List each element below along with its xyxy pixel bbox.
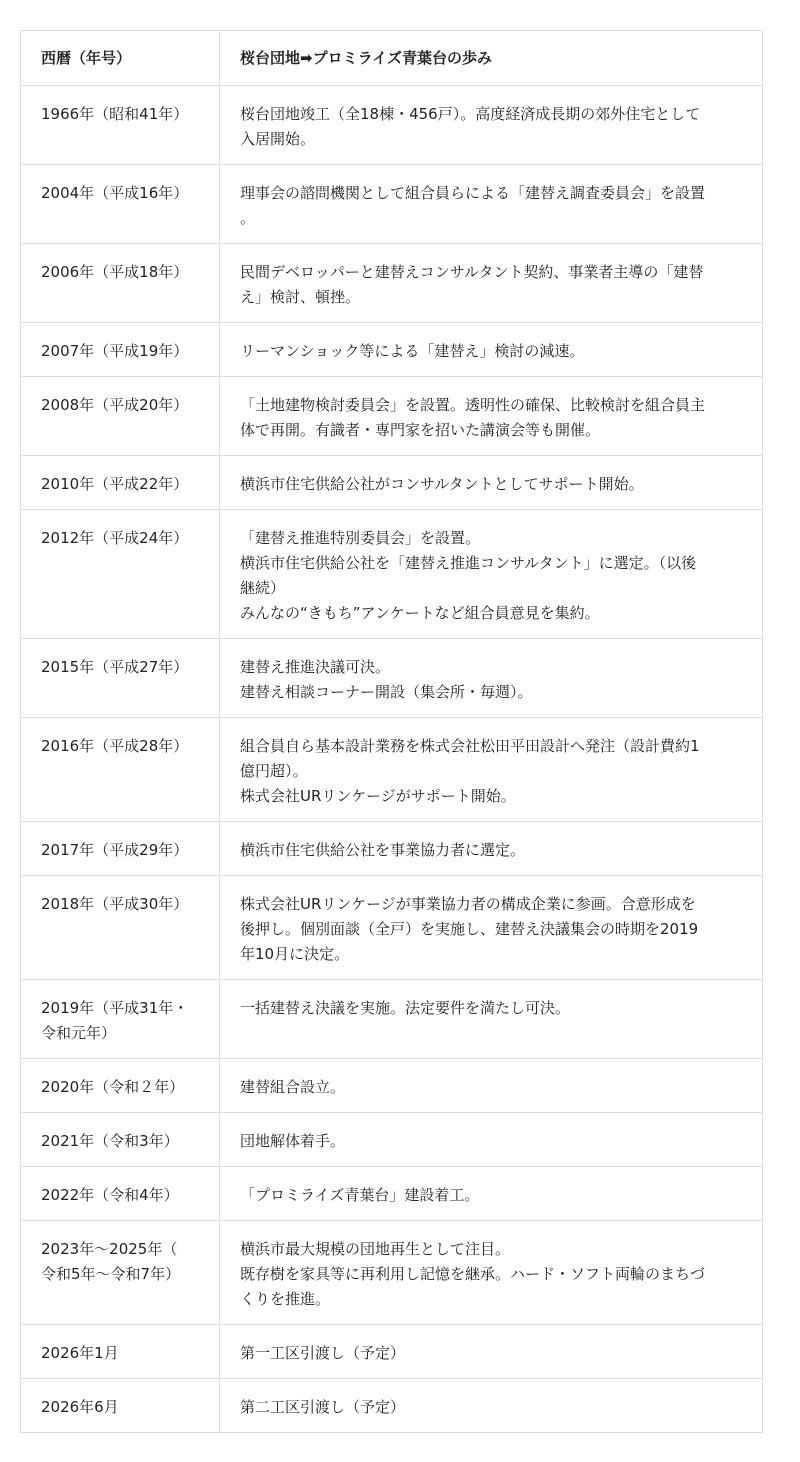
event-text: くりを推進。 xyxy=(240,1290,331,1308)
event-text: 横浜市住宅供給公社を「建替え推進コンサルタント」に選定。（以後 xyxy=(240,554,697,572)
history-table-container xyxy=(20,30,762,1433)
event-cell xyxy=(220,1221,763,1325)
year-text: 2004年（平成16年） xyxy=(41,184,189,202)
event-text: みんなの“きもち”アンケートなど組合員意見を集約。 xyxy=(240,604,600,622)
table-row xyxy=(21,1167,763,1221)
event-cell xyxy=(220,244,763,323)
event-text: 建替え相談コーナー開設（集会所・毎週）。 xyxy=(240,683,533,701)
event-text: 既存樹を家具等に再利用し記憶を継承。ハード・ソフト両輪のまちづ xyxy=(240,1265,705,1283)
event-text: 後押し。個別面談（全戸）を実施し、建替え決議集会の時期を2019 xyxy=(240,920,699,938)
year-text: 令和5年～令和7年） xyxy=(41,1265,181,1283)
table-row xyxy=(21,377,763,456)
event-text: 桜台団地竣工（全18棟・456戸）。高度経済成長期の郊外住宅として xyxy=(240,105,701,123)
event-text: 横浜市住宅供給公社がコンサルタントとしてサポート開始。 xyxy=(240,475,644,493)
year-text: 令和元年） xyxy=(41,1024,117,1042)
event-text: 建替組合設立。 xyxy=(240,1078,346,1096)
year-text: 2026年1月 xyxy=(41,1344,119,1362)
year-cell xyxy=(21,639,220,718)
event-text: 「土地建物検討委員会」を設置。透明性の確保、比較検討を組合員主 xyxy=(240,396,706,414)
table-row xyxy=(21,86,763,165)
year-text: 2012年（平成24年） xyxy=(41,529,189,547)
year-text: 2016年（平成28年） xyxy=(41,737,189,755)
event-cell xyxy=(220,1325,763,1379)
event-cell xyxy=(220,165,763,244)
event-cell xyxy=(220,1167,763,1221)
event-text: リーマンショック等による「建替え」検討の減速。 xyxy=(240,342,585,360)
event-text: 横浜市最大規模の団地再生として注目。 xyxy=(240,1240,511,1258)
event-text: 株式会社URリンケージがサポート開始。 xyxy=(240,787,516,805)
table-row xyxy=(21,510,763,639)
event-cell xyxy=(220,1059,763,1113)
year-text: 2018年（平成30年） xyxy=(41,895,189,913)
event-cell xyxy=(220,980,763,1059)
header-year: 西暦（年号） xyxy=(21,31,220,86)
event-text: 株式会社URリンケージが事業協力者の構成企業に参画。合意形成を xyxy=(240,895,696,913)
table-row xyxy=(21,1113,763,1167)
year-cell xyxy=(21,377,220,456)
event-text: 民間デベロッパーと建替えコンサルタント契約、事業者主導の「建替 xyxy=(240,263,704,281)
year-cell xyxy=(21,456,220,510)
table-row xyxy=(21,323,763,377)
year-cell xyxy=(21,822,220,876)
table-row xyxy=(21,876,763,980)
event-text: 一括建替え決議を実施。法定要件を満たし可決。 xyxy=(240,999,571,1017)
year-cell xyxy=(21,876,220,980)
event-cell xyxy=(220,456,763,510)
table-row xyxy=(21,1379,763,1433)
event-text: 理事会の諮問機関として組合員らによる「建替え調査委員会」を設置 xyxy=(240,184,706,202)
event-text: 年10月に決定。 xyxy=(240,945,350,963)
year-cell xyxy=(21,980,220,1059)
event-text: 億円超）。 xyxy=(240,762,308,780)
event-text: 入居開始。 xyxy=(240,130,316,148)
event-cell xyxy=(220,1379,763,1433)
event-cell xyxy=(220,718,763,822)
event-text: 体で再開。有識者・専門家を招いた講演会等も開催。 xyxy=(240,421,601,439)
event-text: 横浜市住宅供給公社を事業協力者に選定。 xyxy=(240,841,526,859)
event-text: 建替え推進決議可決。 xyxy=(240,658,391,676)
year-cell xyxy=(21,165,220,244)
table-row xyxy=(21,1221,763,1325)
table-row xyxy=(21,1325,763,1379)
table-row xyxy=(21,980,763,1059)
year-cell xyxy=(21,1325,220,1379)
event-cell xyxy=(220,377,763,456)
event-cell xyxy=(220,510,763,639)
year-text: 2015年（平成27年） xyxy=(41,658,189,676)
year-cell xyxy=(21,1167,220,1221)
year-text: 2021年（令和3年） xyxy=(41,1132,179,1150)
event-text: 第一工区引渡し（予定） xyxy=(240,1344,406,1362)
year-text: 2023年～2025年（ xyxy=(41,1240,178,1258)
table-row xyxy=(21,718,763,822)
event-cell xyxy=(220,323,763,377)
year-text: 2006年（平成18年） xyxy=(41,263,189,281)
table-row xyxy=(21,244,763,323)
year-text: 2017年（平成29年） xyxy=(41,841,189,859)
event-text: 継続） xyxy=(240,579,286,597)
year-text: 1966年（昭和41年） xyxy=(41,105,189,123)
year-cell xyxy=(21,1221,220,1325)
event-cell xyxy=(220,822,763,876)
event-cell xyxy=(220,876,763,980)
event-text: 「プロミライズ青葉台」建設着工。 xyxy=(240,1186,480,1204)
year-cell xyxy=(21,510,220,639)
event-cell xyxy=(220,1113,763,1167)
year-cell xyxy=(21,1113,220,1167)
year-text: 2026年6月 xyxy=(41,1398,119,1416)
table-row xyxy=(21,1059,763,1113)
year-text: 2007年（平成19年） xyxy=(41,342,189,360)
year-text: 2008年（平成20年） xyxy=(41,396,189,414)
history-table xyxy=(20,30,763,1433)
event-cell xyxy=(220,86,763,165)
year-cell xyxy=(21,244,220,323)
year-cell xyxy=(21,1379,220,1433)
year-cell xyxy=(21,86,220,165)
year-cell xyxy=(21,323,220,377)
event-text: 「建替え推進特別委員会」を設置。 xyxy=(240,529,481,547)
table-row xyxy=(21,165,763,244)
table-row xyxy=(21,456,763,510)
event-text: え」検討、頓挫。 xyxy=(240,288,361,306)
event-text: 組合員自ら基本設計業務を株式会社松田平田設計へ発注（設計費約1 xyxy=(240,737,700,755)
event-text: 第二工区引渡し（予定） xyxy=(240,1398,406,1416)
year-text: 2020年（令和２年） xyxy=(41,1078,185,1096)
year-text: 2019年（平成31年・ xyxy=(41,999,189,1017)
year-cell xyxy=(21,1059,220,1113)
header-event: 桜台団地➡プロミライズ青葉台の歩み xyxy=(220,31,763,86)
table-row xyxy=(21,639,763,718)
event-cell xyxy=(220,639,763,718)
year-text: 2022年（令和4年） xyxy=(41,1186,179,1204)
year-text: 2010年（平成22年） xyxy=(41,475,189,493)
event-text: 団地解体着手。 xyxy=(240,1132,346,1150)
event-text: 。 xyxy=(240,209,256,227)
table-header-row xyxy=(21,31,763,86)
table-body xyxy=(21,86,763,1433)
year-cell xyxy=(21,718,220,822)
table-row xyxy=(21,822,763,876)
